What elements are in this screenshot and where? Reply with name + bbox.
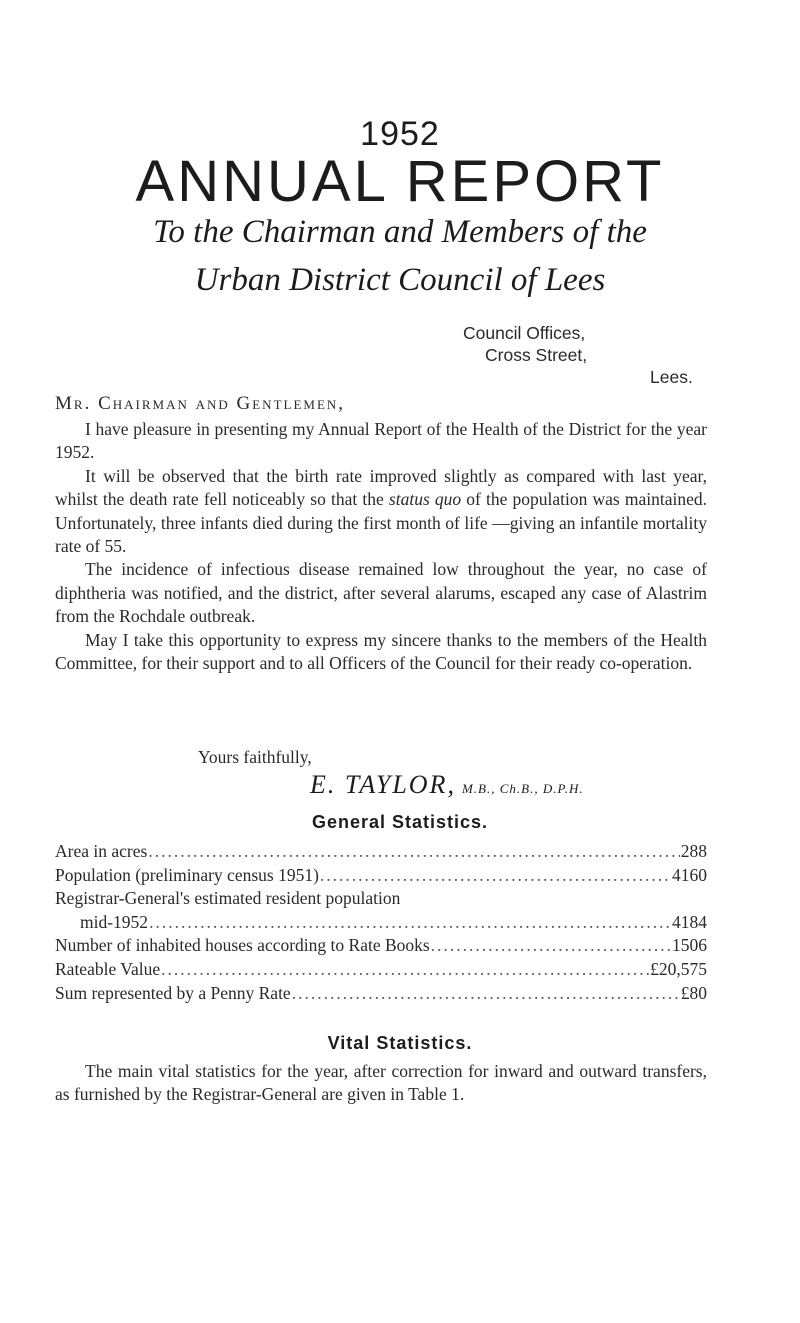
address-line-town: Lees. <box>650 367 693 387</box>
dot-leader <box>149 911 671 935</box>
address-line-street: Cross Street, <box>485 345 588 365</box>
salutation: Mr. Chairman and Gentlemen, <box>55 393 346 414</box>
stat-row <box>55 934 707 958</box>
letter-paragraph-2-start: It will be observed that the birth rate improved slightly as compared with last year, whilst the death rate fell noticeably so that the <box>55 465 707 510</box>
stat-value: 1506 <box>672 935 707 956</box>
stat-label-continued: Registrar-General's estimated resident population <box>55 888 401 909</box>
stat-label: Number of inhabited houses according to Rate Books <box>55 935 430 956</box>
stat-row <box>55 911 707 935</box>
dot-leader <box>161 958 649 982</box>
stat-row <box>55 864 707 888</box>
letter-paragraph-2 <box>55 465 707 559</box>
stat-value: £80 <box>680 982 707 1003</box>
dot-leader <box>320 864 671 888</box>
stat-label: Population (preliminary census 1951) <box>55 864 319 885</box>
general-statistics-heading: General Statistics. <box>311 812 489 832</box>
signature <box>310 770 584 800</box>
addressee-line-2: Urban District Council of Lees <box>194 262 606 298</box>
latin-phrase: status quo <box>388 489 462 510</box>
stat-row <box>55 982 707 1006</box>
letter-body <box>55 418 707 675</box>
dot-leader <box>292 982 680 1006</box>
stat-value: 4160 <box>672 864 707 885</box>
stat-value: £20,575 <box>650 958 707 979</box>
stat-label: Sum represented by a Penny Rate <box>55 982 291 1003</box>
stat-value: 288 <box>680 841 707 861</box>
vital-statistics-heading: Vital Statistics. <box>327 1033 473 1053</box>
stat-value: 4184 <box>672 911 707 932</box>
signature-qualifications: M.B., Ch.B., D.P.H. <box>461 781 584 796</box>
closing: Yours faithfully, <box>198 747 312 767</box>
signature-name: E. TAYLOR, <box>310 770 456 799</box>
dot-leader <box>148 840 679 864</box>
report-year: 1952 <box>360 115 440 153</box>
letter-paragraph-1: I have pleasure in presenting my Annual Report of the Health of the District for the year 1952. <box>55 419 707 463</box>
letter-paragraph-3: The incidence of infectious disease remained low throughout the year, no case of diphtheria was notified, and the district, after several alarums, escaped any case of Alastrim from the Rochdale outbreak. <box>55 559 707 627</box>
stat-row <box>55 958 707 982</box>
stat-row <box>55 840 707 864</box>
addressee-line-1: To the Chairman and Members of the <box>153 214 647 250</box>
dot-leader <box>431 934 671 958</box>
stat-label: mid-1952 <box>80 911 149 932</box>
general-statistics-list <box>55 840 707 1005</box>
letter-paragraph-4: May I take this opportunity to express my sincere thanks to the members of the Health Committee, for their support and to all Officers of the Council for their ready co-operation. <box>55 629 707 674</box>
stat-label: Rateable Value <box>55 958 161 979</box>
vital-paragraph: The main vital statistics for the year, after correction for inward and outward transfers, as furnished by the Registrar-General are given in Table 1. <box>55 1061 707 1105</box>
vital-statistics-text <box>55 1060 707 1107</box>
address-line-offices: Council Offices, <box>463 323 586 343</box>
letter-paragraph-2-end: of the population was maintained. Unfortunately, three infants died during the first month of life —giving an infantile mortality rate of 55. <box>55 489 707 557</box>
report-title: ANNUAL REPORT <box>135 149 665 214</box>
stat-label: Area in acres <box>55 841 148 861</box>
